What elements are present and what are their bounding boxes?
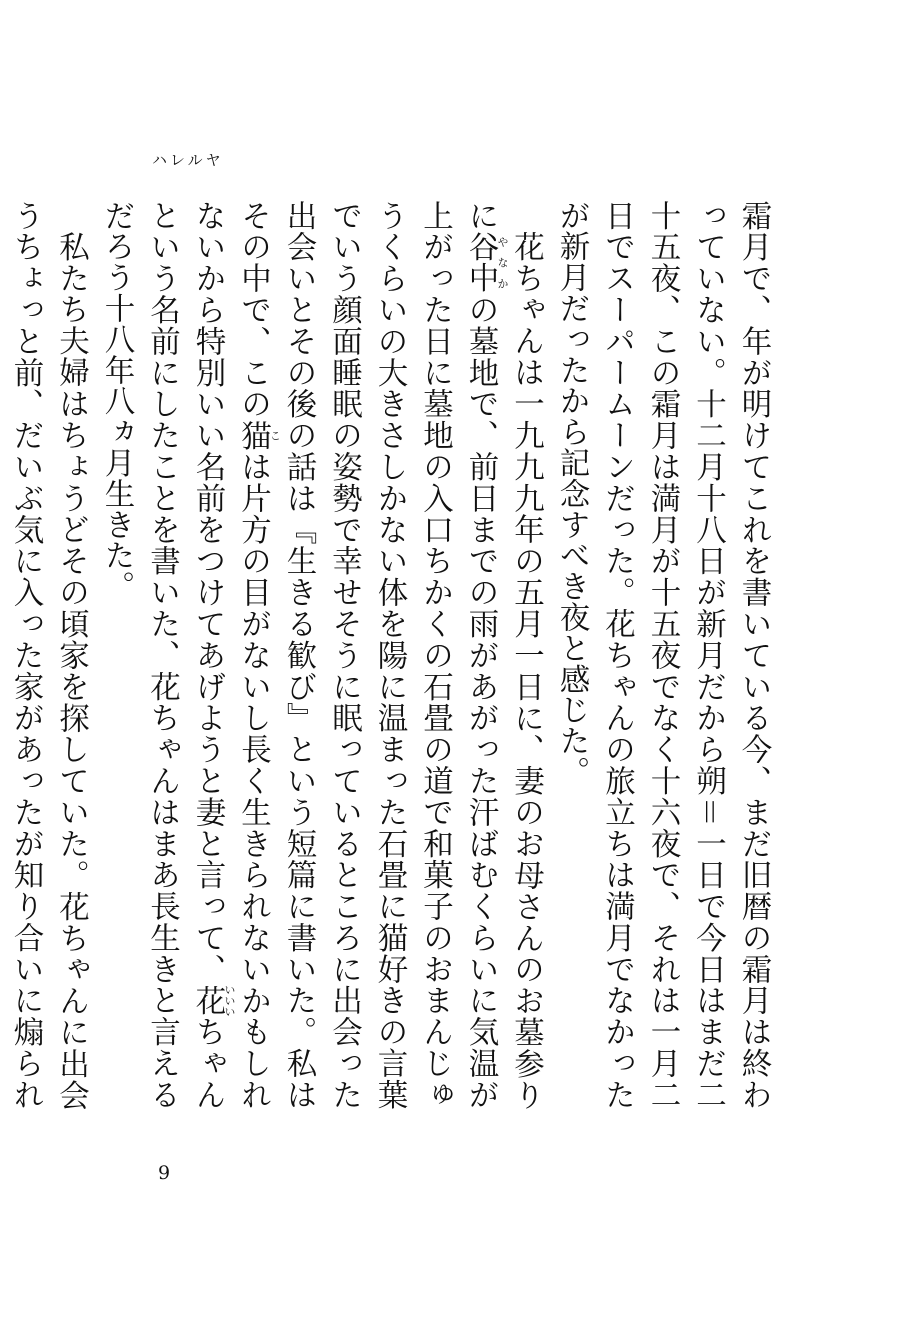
paragraph-1-text: 霜月で、年が明けてこれを書いている今、まだ旧暦の霜月は終わっていない。十二月十八日が新月だから朔＝一日で今日はまだ二十五夜、この霜月は満月が十五夜でなく十六夜で、それは一月二日でスーパームーンだった。花ちゃんの旅立ちは満月でなかったが新月だったから記念すべき夜と感じた。: [554, 200, 771, 1110]
ruby-ko-reading: こ: [268, 419, 282, 451]
ruby-hana: [190, 983, 236, 1017]
paragraph-3: 私たち夫婦はちょうどその頃家を探していた。花ちゃんに出会うちょっと前、だいぶ気に入った家があったが知り合いに煽られ: [8, 200, 89, 1110]
body-text: [8, 200, 776, 1111]
running-head: ハレルヤ: [152, 151, 224, 169]
ruby-ko-base: 猫: [235, 419, 271, 452]
paragraph-2-part-1: 花ちゃんは一九九九年の五月一日に、妻のお母さんのお墓参りに: [463, 200, 544, 1110]
paragraph-2-part-3: は片方の目がないし長く生きられないかもしれないから特別いい名前をつけてあげようと妻と言って、: [190, 200, 271, 1110]
ruby-ko: [235, 419, 282, 452]
ruby-yanaka-reading: やなか: [496, 231, 509, 294]
paragraph-2-part-2: の墓地で、前日までの雨があがった汗ばむくらいに気温が上がった日に墓地の入口ちかくの石畳の道で和菓子のおまんじゅうくらいの大きさしかない体を陽に温まった石畳に猫好きの言葉でいう顔面睡眠の姿勢で幸せそうに眠っているところに出会った出会いとその後の話は『生きる歓び』という短篇に書いた。私はその中で、この: [235, 200, 498, 1110]
ruby-yanaka: [463, 231, 509, 295]
ruby-hana-reading: いいい: [223, 983, 236, 1017]
paragraph-1: [549, 200, 777, 1110]
paragraph-2: [94, 200, 549, 1110]
paragraph-2-part-4: ちゃんという名前にしたことを書いた、花ちゃんはまあ長生きと言えるだろう十八年八ヵ月生きた。: [99, 200, 225, 1111]
page-number: 9: [158, 1162, 171, 1184]
ruby-hana-base: 花: [190, 983, 225, 1017]
ruby-yanaka-base: 谷中: [463, 231, 498, 295]
